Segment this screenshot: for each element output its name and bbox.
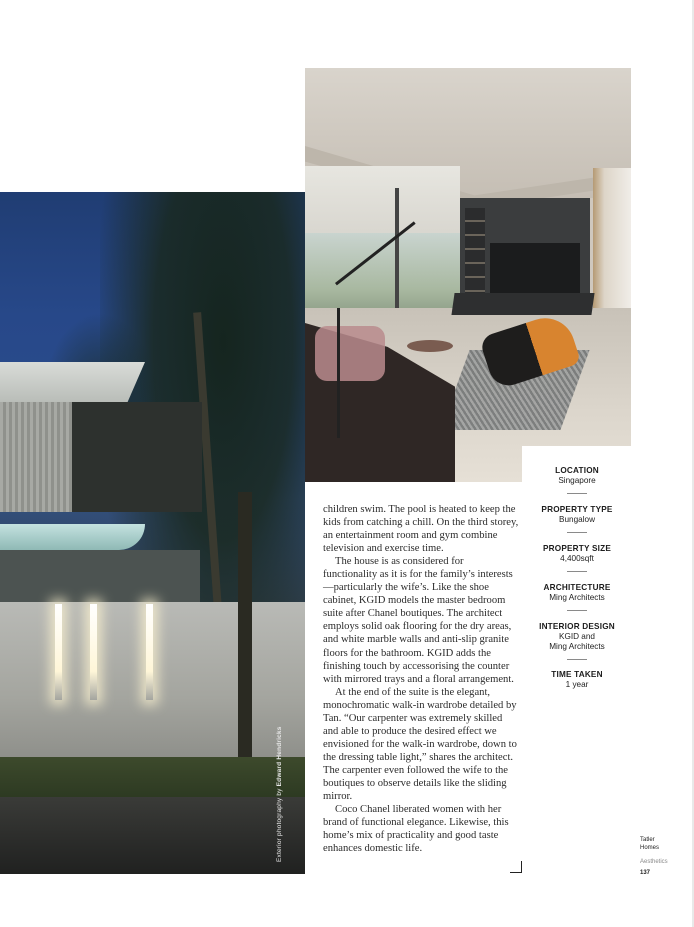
info-value: Singapore <box>558 476 596 485</box>
info-label: TIME TAKEN <box>551 670 603 679</box>
cushion <box>315 326 385 381</box>
wall-light <box>55 604 62 700</box>
house-lower-floor <box>0 550 200 605</box>
lit-overhang <box>0 524 145 550</box>
section-name: Aesthetics <box>640 859 668 865</box>
info-divider <box>567 571 587 572</box>
side-table <box>407 340 453 352</box>
exterior-photo <box>0 192 305 874</box>
tv-console <box>451 293 594 315</box>
info-value: 4,400sqft <box>560 554 594 563</box>
shelving <box>465 208 485 298</box>
photo-credit-name: Edward Hendricks <box>276 726 283 787</box>
interior-photo <box>305 68 631 482</box>
info-label: PROPERTY SIZE <box>543 544 611 553</box>
info-divider <box>567 610 587 611</box>
info-value: Bungalow <box>559 515 595 524</box>
info-location <box>522 466 632 486</box>
info-label: INTERIOR DESIGN <box>539 622 615 631</box>
info-value: 1 year <box>565 680 589 689</box>
info-value: Ming Architects <box>549 593 605 602</box>
body-paragraph: At the end of the suite is the elegant, monochromatic walk-in wardrobe detailed by Tan. “Our carpenter was extremely skilled and able to produce the desired effect we envisioned for the walk-in wardrobe, down to the dressing table light,” shares the architect. The carpenter even followed the wife to the boutiques to observe details like the sliding mirror. <box>323 686 517 803</box>
television <box>490 243 580 295</box>
floor-lamp-pole <box>337 308 340 438</box>
house-upper-floor <box>72 402 202 512</box>
magazine-name-line2: Homes <box>640 845 660 851</box>
house-roof <box>0 362 145 402</box>
article-end-mark <box>510 861 522 873</box>
info-property-type <box>522 505 632 525</box>
info-property-size <box>522 544 632 564</box>
info-label: LOCATION <box>555 466 599 475</box>
page-folio <box>640 836 668 877</box>
wall-light <box>146 604 153 700</box>
info-divider <box>567 532 587 533</box>
grass-verge <box>0 757 305 797</box>
wall-light <box>90 604 97 700</box>
road <box>0 797 305 874</box>
info-time-taken <box>522 670 632 690</box>
info-value: KGID and <box>559 632 595 641</box>
photo-credit <box>276 726 283 862</box>
article-body <box>323 503 520 855</box>
magazine-name-line1: Tatler <box>640 837 655 843</box>
body-paragraph: Coco Chanel liberated women with her brand of functional elegance. Likewise, this home’s mix of practicality and good taste enhances domestic life. <box>323 804 509 855</box>
info-divider <box>567 659 587 660</box>
info-architecture <box>522 583 632 603</box>
body-paragraph: The house is as considered for functionality as it is for the family’s interests—particularly the wife’s. Like the shoe cabinet, KGID models the master bedroom suite after Chanel boutiques. The architect employs solid oak flooring for the dry areas, and white marble walls and anti-slip granite floors for the bathroom. KGID adds the finishing touch by accessorising the counter with mirrored trays and a floral arrangement. <box>323 556 514 685</box>
info-value: Ming Architects <box>549 642 605 651</box>
house-screen-wall <box>0 402 72 512</box>
body-paragraph: children swim. The pool is heated to keep the kids from catching a chill. On the third storey, an entertainment room and gym combine television and exercise time. <box>323 504 519 555</box>
photo-credit-prefix: Exterior photography by <box>276 788 283 862</box>
roller-blind <box>305 166 460 236</box>
project-info-panel <box>522 446 632 696</box>
info-label: ARCHITECTURE <box>543 583 611 592</box>
tree-trunk <box>238 492 252 792</box>
info-label: PROPERTY TYPE <box>541 505 613 514</box>
info-divider <box>567 493 587 494</box>
page-number: 137 <box>640 870 651 876</box>
info-interior-design <box>522 622 632 652</box>
